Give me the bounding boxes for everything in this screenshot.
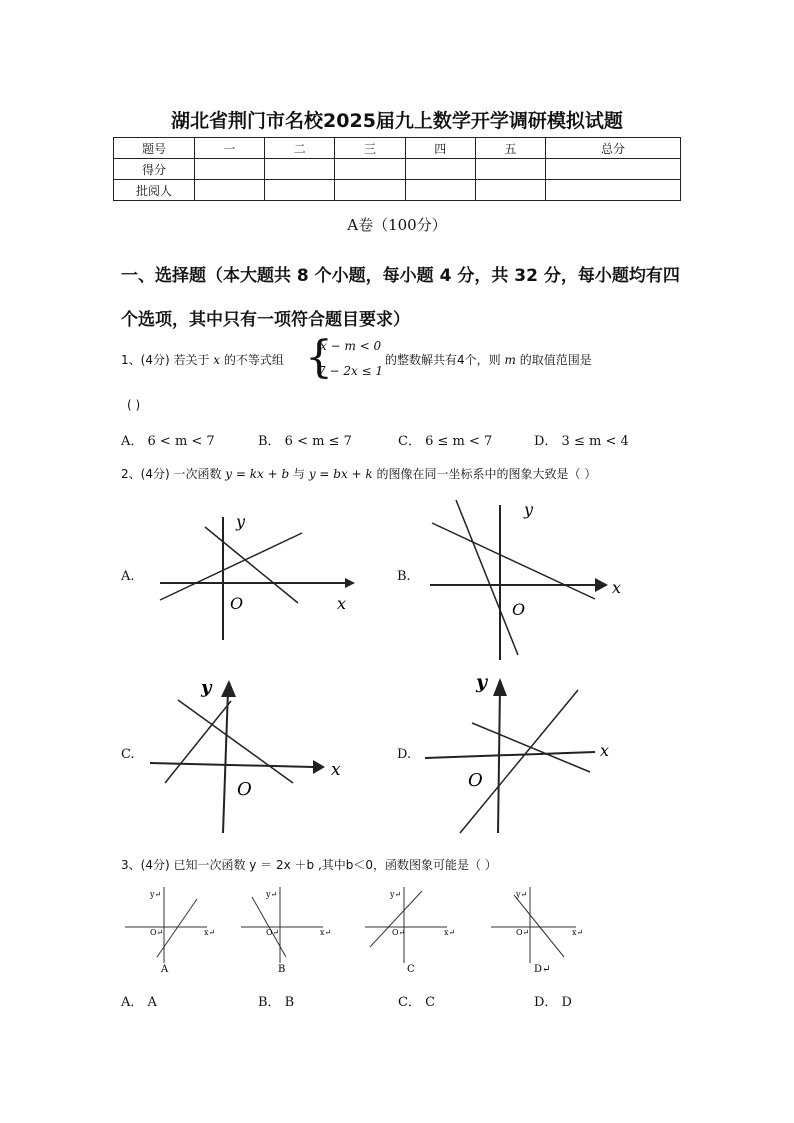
q2-text: 与 [292,467,305,481]
graph-line [514,895,564,957]
score-table [113,137,681,201]
graph-label: B [278,964,286,975]
score-row-label: 批阅人 [114,180,195,201]
q3-option-d[interactable]: D． D [534,995,572,1010]
q3-option-b[interactable]: B． B [258,995,295,1010]
x-axis-label: x↵ [320,928,332,937]
grader-cell[interactable] [405,180,475,201]
graph-line [432,523,595,599]
y-axis [498,686,500,833]
paper-a-label: A卷（100分） [347,216,447,234]
x-axis-label: x↵ [572,928,584,937]
q3-stem: 3、(4分) 已知一次函数 y ＝ 2x ＋b ,其中b＜0，函数图象可能是（ ） [121,858,497,872]
grader-cell[interactable] [265,180,335,201]
q2-option-c-label[interactable]: C. [121,747,135,762]
q3-option-c[interactable]: C． C [398,995,436,1010]
q2-text: 2、(4分) 一次函数 [121,467,222,481]
graph-line [178,700,293,783]
y-axis-label: y↵ [390,890,402,899]
q1-option-a[interactable]: A． 6 < m < 7 [121,434,215,449]
x-axis-label: x↵ [444,928,456,937]
y-axis-label: y [201,677,212,698]
q2-function-2: y = bx + k [308,467,373,481]
score-col-header: 三 [335,138,405,159]
y-axis-label: y [524,500,534,519]
section-1-heading: 一、选择题（本大题共 8 个小题，每小题 4 分，共 32 分，每小题均有四个选项，其中只有一项符合题目要求） [121,266,680,330]
score-row [114,159,681,180]
y-axis [223,690,228,833]
q1-text: 的整数解共有4个，则 [385,353,501,367]
q1-option-d[interactable]: D． 3 ≤ m < 4 [534,434,629,449]
origin-label: O [512,600,526,619]
q1-answer-paren: ( ) [127,398,141,412]
score-cell[interactable] [475,159,545,180]
x-axis-label: x [337,594,347,613]
q1-var-x: x [213,353,221,367]
q1-text: 的不等式组 [223,353,284,367]
grader-cell[interactable] [475,180,545,201]
q2-option-d-label[interactable]: D. [397,747,412,762]
x-axis-label: x [331,760,341,780]
origin-label: O↵ [392,928,406,937]
y-axis-arrow-icon [221,680,236,697]
y-axis-label: y↵ [150,890,162,899]
origin-label: O↵ [266,928,280,937]
x-axis-arrow-icon [345,578,355,588]
score-cell[interactable] [405,159,475,180]
x-axis-arrow-icon [313,760,325,774]
x-axis-label: x [600,741,610,760]
score-table-header-row [114,138,681,159]
graph-line [205,527,298,603]
grader-cell[interactable] [335,180,405,201]
score-col-header: 四 [405,138,475,159]
q3-graph-d[interactable] [488,885,588,980]
q2-graph-b[interactable] [420,495,630,660]
origin-label: O [237,779,252,800]
score-cell[interactable] [546,159,681,180]
q3-graph-a[interactable] [122,885,217,980]
q1-option-c[interactable]: C． 6 ≤ m < 7 [398,434,493,449]
y-axis-label: y [236,512,246,531]
score-col-header: 一 [195,138,265,159]
score-cell[interactable] [335,159,405,180]
score-col-header: 五 [475,138,545,159]
x-axis [150,763,313,767]
q3-graph-b[interactable] [238,885,333,980]
grader-cell[interactable] [195,180,265,201]
graph-line [456,500,518,655]
graph-line [472,723,590,772]
x-axis [425,752,595,758]
score-col-header: 总分 [546,138,681,159]
graph-line [370,891,422,947]
y-axis-arrow-icon [493,678,507,696]
q2-stem [121,465,596,482]
q1-inequality-2: 7 − 2x ≤ 1 [318,364,384,378]
q1-text: 1、(4分) 若关于 [121,353,210,367]
y-axis-label: y↵ [266,890,278,899]
score-col-header: 题号 [114,138,195,159]
origin-label: O [230,594,244,613]
exam-title: 湖北省荆门市名校2025届九上数学开学调研模拟试题 [171,110,623,132]
graph-label: A [161,964,169,975]
q1-text: 的取值范围是 [519,353,592,367]
q1-var-m: m [504,353,516,367]
origin-label: O↵ [516,928,530,937]
graph-line [165,701,231,783]
q1-inequality-1: x − m < 0 [320,339,382,353]
score-cell[interactable] [195,159,265,180]
y-axis-label: y [476,671,488,693]
q2-function-1: y = kx + b [225,467,290,481]
y-axis-label: y↵ [516,890,528,899]
x-axis-arrow-icon [595,578,608,592]
graph-label: D↵ [534,964,551,975]
q1-prefix [121,351,284,368]
q2-option-a-label[interactable]: A. [121,569,135,584]
origin-label: O↵ [150,928,164,937]
q2-text: 的图像在同一坐标系中的图象大致是（ ） [376,467,597,481]
q1-option-b[interactable]: B． 6 < m ≤ 7 [258,434,352,449]
q1-suffix [385,351,592,368]
score-col-header: 二 [265,138,335,159]
graph-line [460,690,578,833]
system-brace: { [305,332,333,383]
grader-cell[interactable] [546,180,681,201]
q2-option-b-label[interactable]: B. [397,569,411,584]
q2-graph-c[interactable] [145,675,360,835]
origin-label: O [468,770,483,791]
graph-label: C [407,964,415,975]
x-axis-label: x↵ [204,928,216,937]
q2-graph-a[interactable] [150,505,360,645]
q3-graph-c[interactable] [362,885,457,980]
score-cell[interactable] [265,159,335,180]
q2-graph-d[interactable] [420,668,630,838]
score-row-label: 得分 [114,159,195,180]
q3-option-a[interactable]: A． A [121,995,157,1010]
x-axis-label: x [612,578,622,597]
grader-row [114,180,681,201]
graph-line [160,533,302,600]
